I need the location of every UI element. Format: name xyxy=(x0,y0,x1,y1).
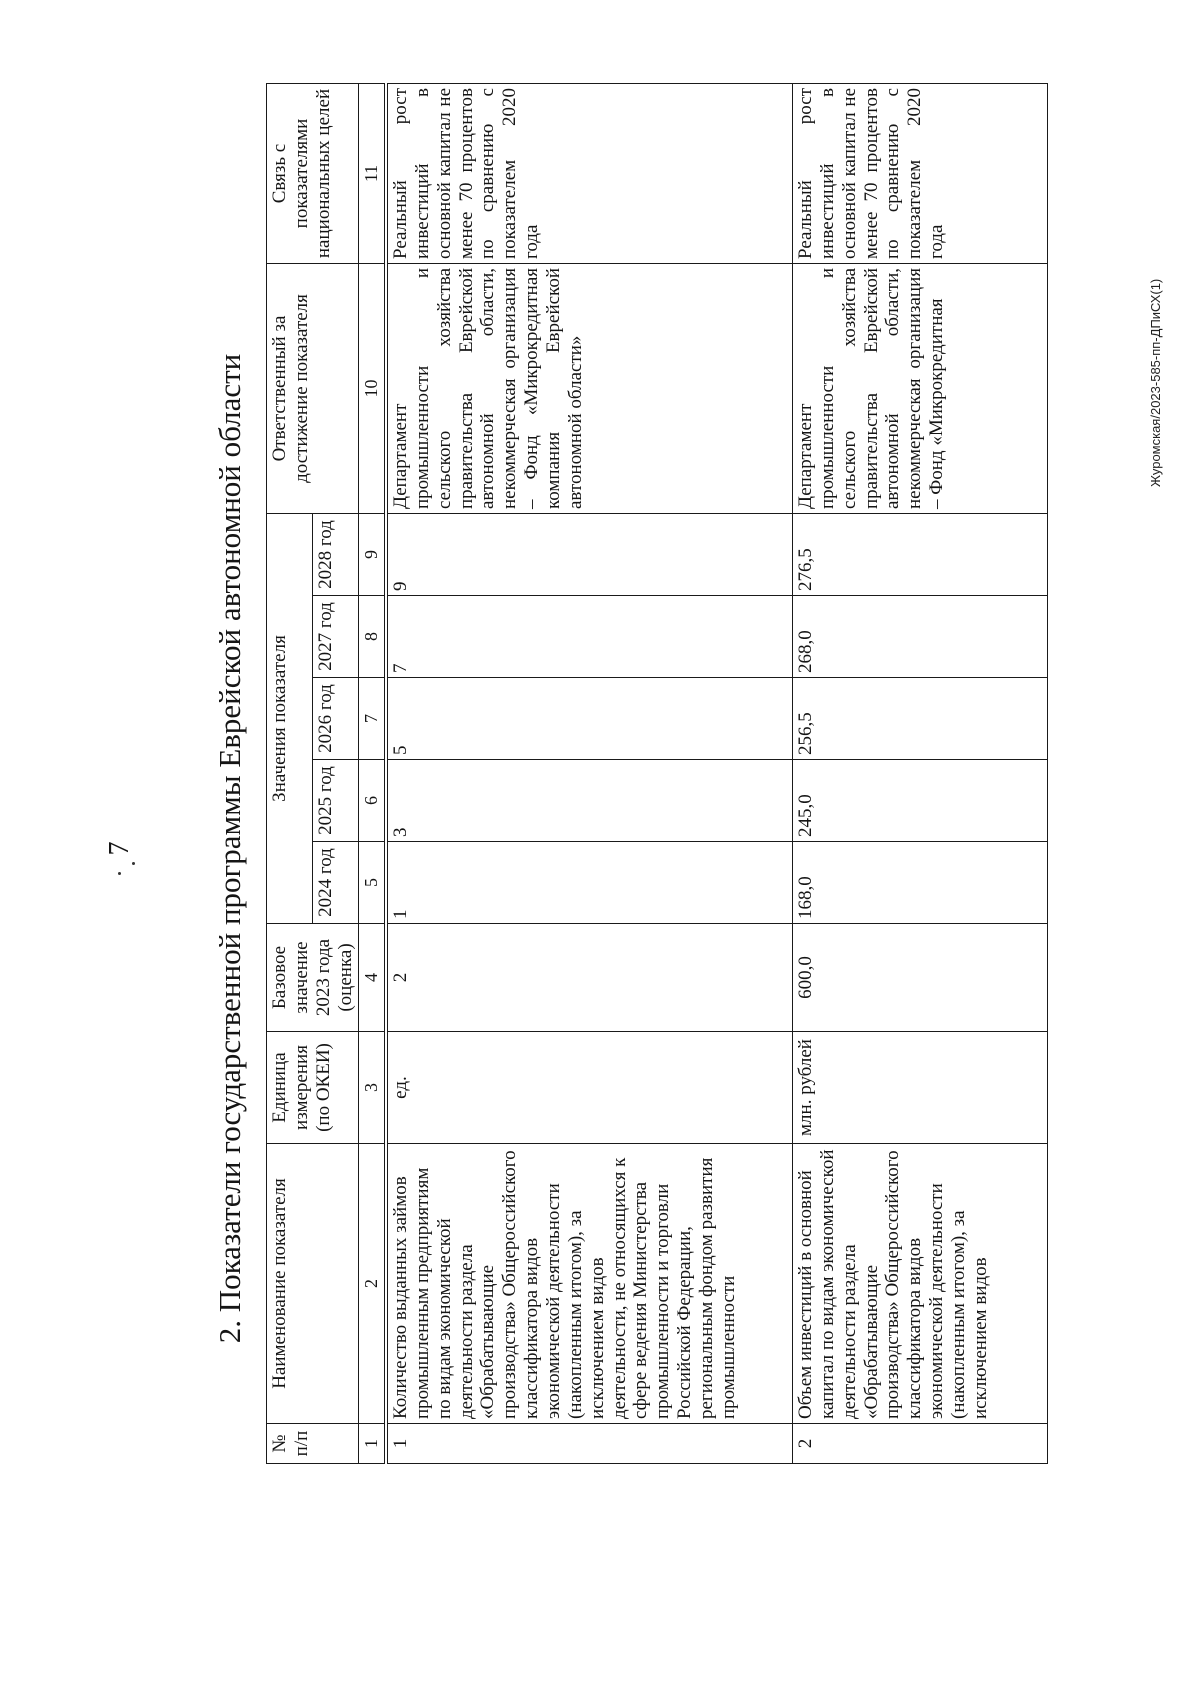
header-2026: 2026 год xyxy=(313,678,359,760)
column-number: 3 xyxy=(359,1032,386,1144)
row-name: Объем инвестиций в основной капитал по видам экономической деятельности раздела «Обрабатывающие производства» Общероссийского классификатора видов экономической деятельности (накопленным итогом), за исключением видов xyxy=(793,1144,1048,1424)
scan-dot xyxy=(118,872,121,875)
row-responsible: Департамент промышленности и сельского хозяйства правительства Еврейской автономной области, некоммерческая организация – Фонд «Микрокредитная компания Еврейской автономной области» xyxy=(386,264,793,514)
row-value-2024: 1 xyxy=(386,842,793,924)
row-value-2027: 7 xyxy=(386,596,793,678)
column-number: 1 xyxy=(359,1424,386,1464)
row-value-2028: 9 xyxy=(386,514,793,596)
header-link: Связь с показателями национальных целей xyxy=(267,84,359,264)
scan-dot xyxy=(132,862,135,865)
document-reference: Журомская/2023-585-пп-ДПиСХ(1) xyxy=(1148,278,1163,487)
header-row xyxy=(267,84,313,1464)
column-number: 7 xyxy=(359,678,386,760)
column-number: 2 xyxy=(359,1144,386,1424)
row-link: Реальный рост инвестиций в основной капитал не менее 70 процентов по сравнению с показателем 2020 года xyxy=(386,84,793,264)
header-unit: Единица измерения (по ОКЕИ) xyxy=(267,1032,359,1144)
header-2024: 2024 год xyxy=(313,842,359,924)
table-row xyxy=(793,84,1048,1464)
row-value-2027: 268,0 xyxy=(793,596,1048,678)
indicators-table xyxy=(266,83,1048,1464)
column-numbers-row xyxy=(359,84,386,1464)
row-value-2026: 256,5 xyxy=(793,678,1048,760)
column-number: 8 xyxy=(359,596,386,678)
row-value-2025: 3 xyxy=(386,760,793,842)
row-value-2024: 168,0 xyxy=(793,842,1048,924)
row-name: Количество выданных займов промышленным предприятиям по видам экономической деятельности раздела «Обрабатывающие производства» Общероссийского классификатора видов экономической деятельности (накопленным итогом), за исключением видов деятельности, не относящихся к сфере ведения Министерства промышленности и торговли Российской Федерации, региональным фондом развития промышленности xyxy=(386,1144,793,1424)
row-no: 2 xyxy=(793,1424,1048,1464)
column-number: 10 xyxy=(359,264,386,514)
column-number: 5 xyxy=(359,842,386,924)
row-base-value: 600,0 xyxy=(793,924,1048,1032)
row-responsible: Департамент промышленности и сельского хозяйства правительства Еврейской автономной области, некоммерческая организация – Фонд «Микрокредитная xyxy=(793,264,1048,514)
row-unit: ед. xyxy=(386,1032,793,1144)
header-base: Базовое значение 2023 года (оценка) xyxy=(267,924,359,1032)
row-value-2025: 245,0 xyxy=(793,760,1048,842)
header-name: Наименование показателя xyxy=(267,1144,359,1424)
header-2027: 2027 год xyxy=(313,596,359,678)
column-number: 11 xyxy=(359,84,386,264)
header-responsible: Ответственный за достижение показателя xyxy=(267,264,359,514)
row-link: Реальный рост инвестиций в основной капитал не менее 70 процентов по сравнению с показателем 2020 года xyxy=(793,84,1048,264)
page-number: 7 xyxy=(104,841,135,856)
column-number: 9 xyxy=(359,514,386,596)
document-title: 2. Показатели государственной программы Еврейской автономной области xyxy=(212,353,247,1344)
header-2025: 2025 год xyxy=(313,760,359,842)
row-value-2028: 276,5 xyxy=(793,514,1048,596)
header-2028: 2028 год xyxy=(313,514,359,596)
column-number: 6 xyxy=(359,760,386,842)
row-base-value: 2 xyxy=(386,924,793,1032)
table-row xyxy=(386,84,793,1464)
header-no: № п/п xyxy=(267,1424,359,1464)
column-number: 4 xyxy=(359,924,386,1032)
row-no: 1 xyxy=(386,1424,793,1464)
header-values-group: Значения показателя xyxy=(267,514,313,924)
row-value-2026: 5 xyxy=(386,678,793,760)
row-unit: млн. рублей xyxy=(793,1032,1048,1144)
